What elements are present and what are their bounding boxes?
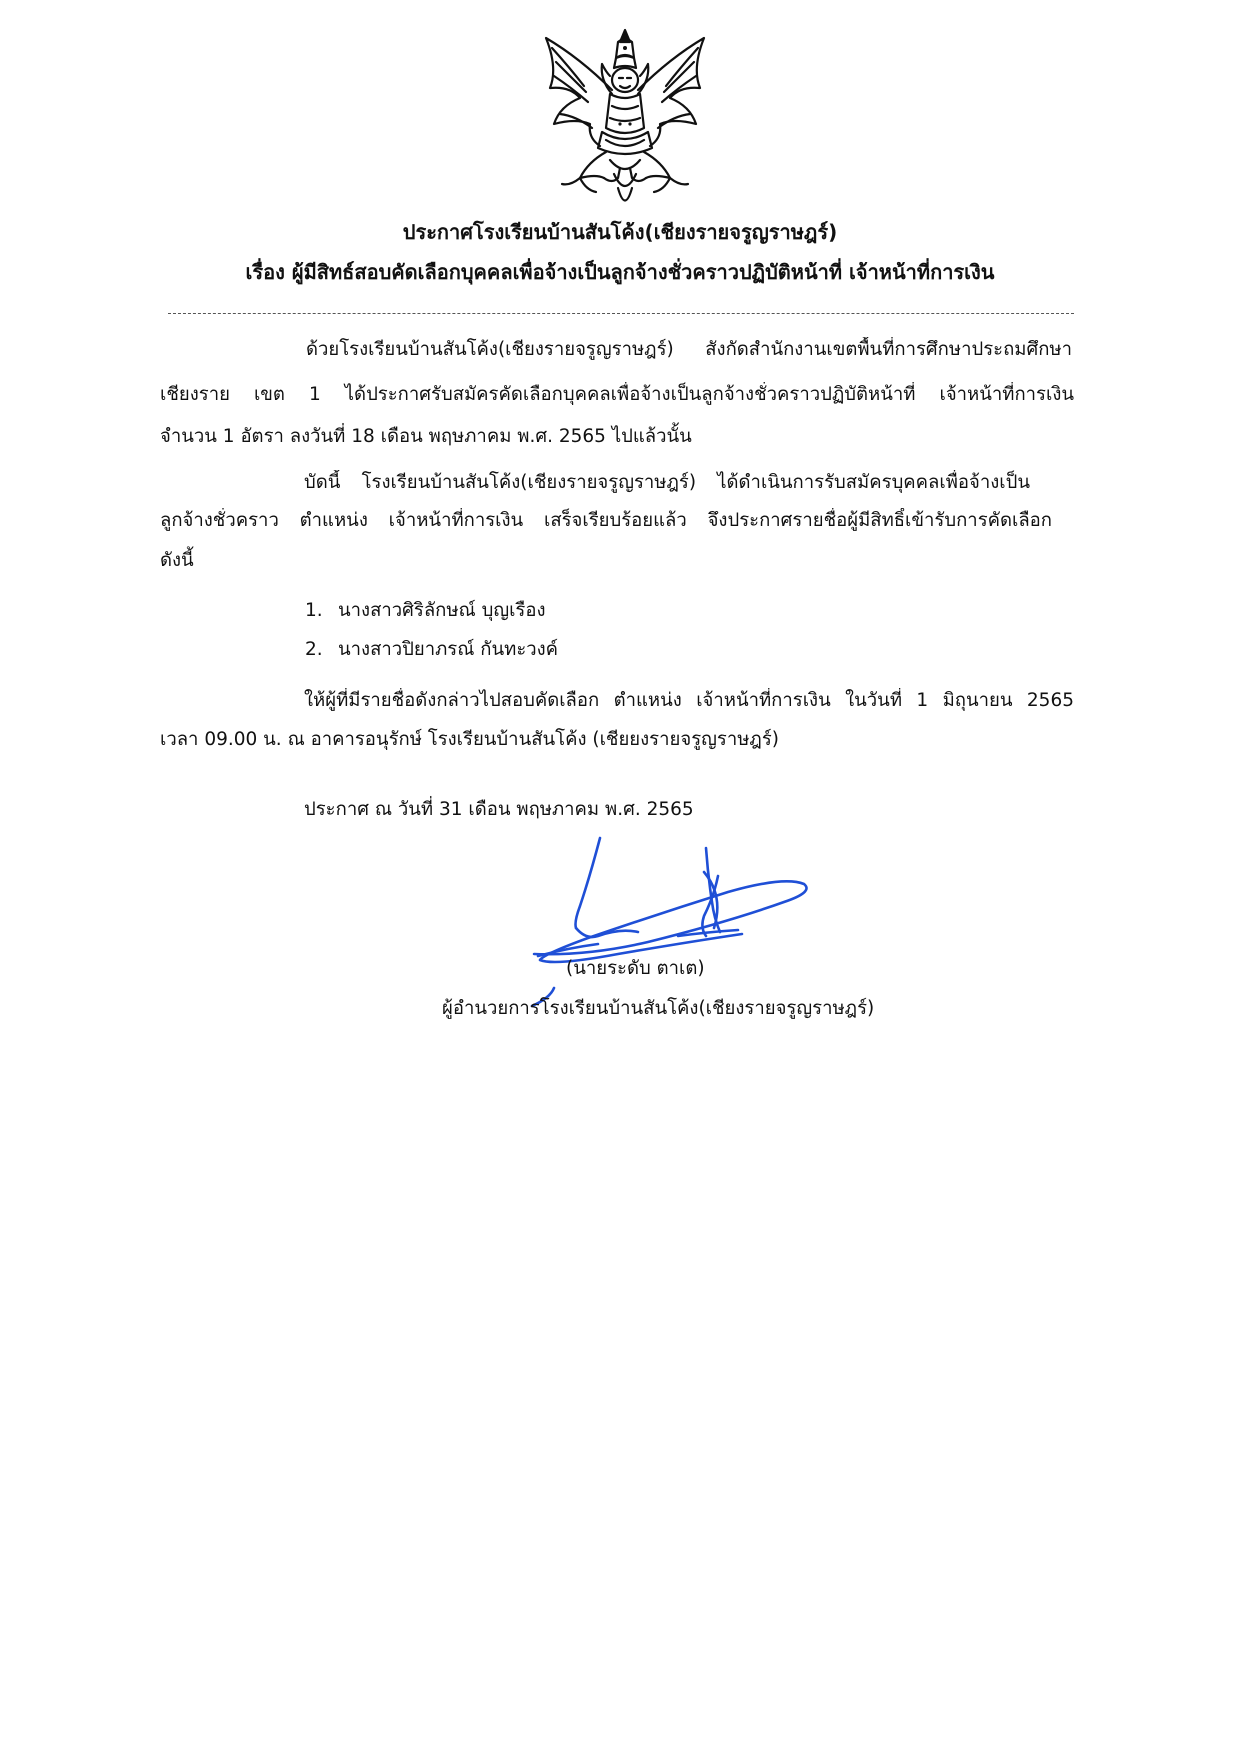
garuda-emblem <box>540 28 710 223</box>
paragraph3-line1: ให้ผู้ที่มีรายชื่อดังกล่าวไปสอบคัดเลือก ตำแหน่ง เจ้าหน้าที่การเงิน ในวันที่ 1 มิถุนายน 2565 <box>304 690 1074 711</box>
paragraph2-line1: บัดนี้ โรงเรียนบ้านสันโค้ง(เชียงรายจรูญราษฎร์) ได้ดำเนินการรับสมัครบุคคลเพื่อจ้างเป็น <box>304 472 1030 493</box>
dashed-divider <box>168 313 1074 314</box>
paragraph1-line2: เชียงราย เขต 1 ได้ประกาศรับสมัครคัดเลือกบุคคลเพื่อจ้างเป็นลูกจ้างชั่วคราวปฏิบัติหน้าที่ เจ้าหน้าที่การเงิน <box>160 384 1074 405</box>
paragraph2-line3: ดังนี้ <box>160 550 194 571</box>
announcement-subject: เรื่อง ผู้มีสิทธ์สอบคัดเลือกบุคคลเพื่อจ้างเป็นลูกจ้างชั่วคราวปฏิบัติหน้าที่ เจ้าหน้าที่การเงิน <box>245 260 995 284</box>
candidate-2-number: 2. <box>305 639 323 660</box>
paragraph2-line2: ลูกจ้างชั่วคราว ตำแหน่ง เจ้าหน้าที่การเงิน เสร็จเรียบร้อยแล้ว จึงประกาศรายชื่อผู้มีสิทธิ์เข้ารับการคัดเลือก <box>160 510 1052 531</box>
candidate-2-name: นางสาวปิยาภรณ์ กันทะวงค์ <box>338 639 559 660</box>
paragraph1-line1: ด้วยโรงเรียนบ้านสันโค้ง(เชียงรายจรูญราษฎร์) สังกัดสำนักงานเขตพื้นที่การศึกษาประถมศึกษา <box>306 339 1072 360</box>
announcement-title: ประกาศโรงเรียนบ้านสันโค้ง(เชียงรายจรูญราษฎร์) <box>402 220 838 244</box>
candidate-1-name: นางสาวศิริลักษณ์ บุญเรือง <box>338 600 546 621</box>
signatory-name: (นายระดับ ตาเต) <box>566 958 705 979</box>
signatory-position: ผู้อำนวยการโรงเรียนบ้านสันโค้ง(เชียงรายจรูญราษฎร์) <box>442 998 875 1019</box>
announcement-date: ประกาศ ณ วันที่ 31 เดือน พฤษภาคม พ.ศ. 2565 <box>304 799 694 820</box>
handwritten-signature <box>528 836 826 1008</box>
candidate-1-number: 1. <box>305 600 323 621</box>
paragraph1-line3: จำนวน 1 อัตรา ลงวันที่ 18 เดือน พฤษภาคม พ.ศ. 2565 ไปแล้วนั้น <box>160 426 692 447</box>
paragraph3-line2: เวลา 09.00 น. ณ อาคารอนุรักษ์ โรงเรียนบ้านสันโค้ง (เชียยงรายจรูญราษฎร์) <box>160 729 779 750</box>
